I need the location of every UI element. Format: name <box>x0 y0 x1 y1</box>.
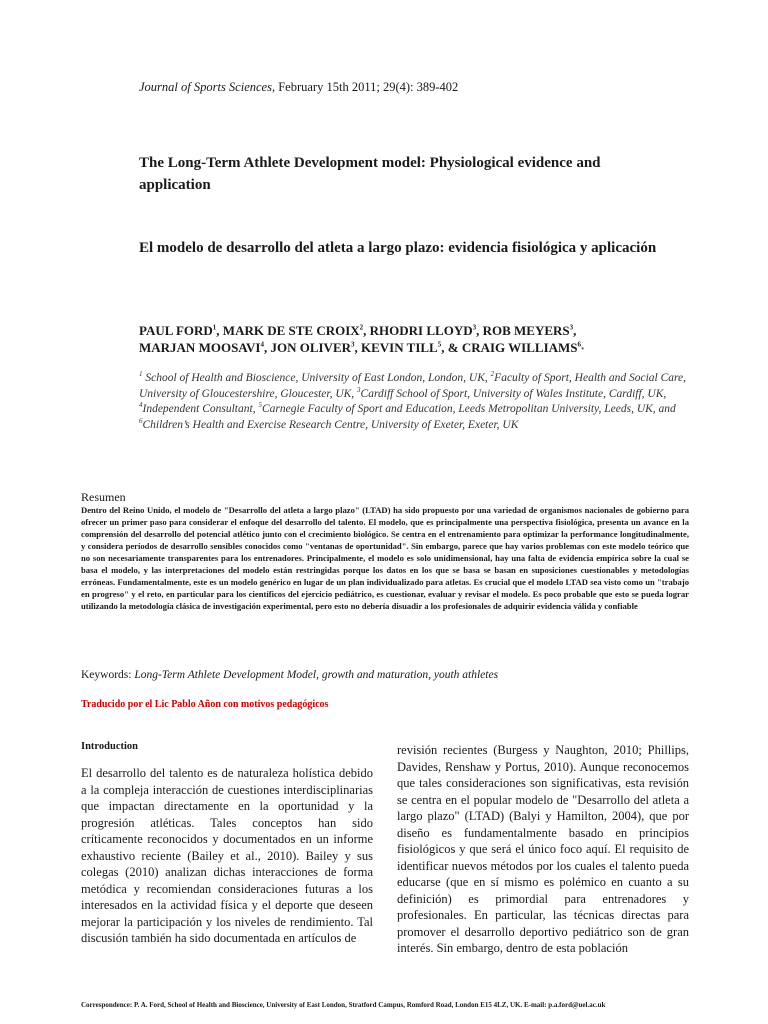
affil-marker: 6 <box>139 416 143 425</box>
author-name: JON OLIVER <box>270 340 352 355</box>
author-separator: , <box>216 323 223 338</box>
affiliations <box>139 371 687 433</box>
author-name: PAUL FORD <box>139 323 213 338</box>
affil-marker: 1 <box>139 370 143 379</box>
author-affil-marker: 3 <box>569 323 574 332</box>
author-list <box>139 322 659 359</box>
author-name: KEVIN TILL <box>361 340 438 355</box>
title-spanish: El modelo de desarrollo del atleta a largo plazo: evidencia fisiológica y aplicación <box>139 240 657 256</box>
author-separator: , <box>263 340 271 355</box>
author-separator: , <box>573 323 577 338</box>
author-separator: , <box>476 323 483 338</box>
introduction-left-column: El desarrollo del talento es de naturaleza holística debido a la compleja interacción de cuestiones interdisciplinarias que impactan directamente en la oportunidad y la progresión atléticas. Tales conceptos han sido críticamente reconocidos y documentados en un informe exhaustivo reciente (Bailey et al., 2010). Bailey y sus colegas (2010) analizan dichas interacciones de forma metódica y recomiendan consideraciones futuras a los interesados en la actividad física y el deporte que deseen mejorar la participación y los niveles de rendimiento. Tal discusión también ha sido documentada en artículos de <box>81 766 373 945</box>
author-affil-marker: 4 <box>260 340 264 349</box>
journal-citation <box>139 80 458 95</box>
abstract-heading: Resumen <box>81 490 126 504</box>
correspondence-footnote: Correspondence: P. A. Ford, School of Health and Bioscience, University of East London, Stratford Campus, Romford Road, London E15 4LZ, UK. E-mail: p.a.ford@uel.ac.uk <box>81 1001 606 1009</box>
author-line-1 <box>139 322 659 339</box>
keywords <box>81 669 689 681</box>
author-affil-marker: 3 <box>472 323 477 332</box>
author-name: MARJAN MOOSAVI <box>139 340 261 355</box>
affil-marker: 2 <box>490 370 495 379</box>
author-name: & CRAIG WILLIAMS <box>447 340 578 355</box>
affil-text: Carnegie Faculty of Sport and Education, Leeds Metropolitan University, Leeds, UK, and <box>261 403 676 415</box>
author-affil-marker: 1 <box>212 323 217 332</box>
affil-text: Independent Consultant, <box>142 403 259 415</box>
title-english: The Long-Term Athlete Development model: Physiological evidence and application <box>139 155 601 193</box>
author-affil-marker: 6 <box>577 340 582 349</box>
author-name: RHODRI LLOYD <box>369 323 473 338</box>
affil-text: School of Health and Bioscience, University of East London, London, UK, <box>142 372 491 384</box>
author-affil-marker: 2 <box>359 323 364 332</box>
author-separator: , <box>441 340 448 355</box>
journal-name: Journal of Sports Sciences, <box>139 80 276 94</box>
author-name: ROB MEYERS <box>482 323 570 338</box>
translator-note: Traducido por el Lic Pablo Añon con motivos pedagógicos <box>81 699 329 710</box>
author-affil-marker: 5 <box>437 340 442 349</box>
journal-details: February 15th 2011; 29(4): 389-402 <box>275 80 459 94</box>
affil-text: Cardiff School of Sport, University of Wales Institute, Cardiff, UK, <box>360 387 667 400</box>
author-separator: , <box>354 340 362 355</box>
keywords-text: Long-Term Athlete Development Model, growth and maturation, youth athletes <box>131 669 499 681</box>
author-separator: , <box>363 323 370 338</box>
affil-marker: 4 <box>139 401 143 410</box>
keywords-label: Keywords: <box>81 669 132 681</box>
author-affil-marker: 3 <box>351 340 355 349</box>
author-name: MARK DE STE CROIX <box>222 323 360 338</box>
affil-text: Faculty of Sport, Health and Social Care, University of Gloucestershire, Gloucester, UK, <box>139 372 687 400</box>
affil-marker: 5 <box>258 401 262 410</box>
introduction-heading: Introduction <box>81 741 138 752</box>
affil-text: Children’s Health and Exercise Research Centre, University of Exeter, Exeter, UK <box>142 418 519 431</box>
abstract-text: Dentro del Reino Unido, el modelo de "Desarrollo del atleta a largo plazo" (LTAD) ha sido propuesto por una variedad de organismos nacionales de gobierno para ofrecer un primer paso para considerar el enfoque del desarrollo del talento. El modelo, que es principalmente una perspectiva fisiológica, presenta un avance en la comprensión del desarrollo del potencial atlético junto con el crecimiento biológico. Se centra en el entrenamiento para optimizar la performance longitudinalmente, y considera períodos de desarrollo sensibles conocidos como "ventanas de oportunidad". Sin embargo, parece que hay varios problemas con este modelo teórico que no son necesariamente transparentes para los entrenadores. Principalmente, el modelo es solo unidimensional, hay una falta de evidencia empírica sobre la cual se basa el modelo, y las interpretaciones del modelo están restringidas porque los datos en los que se basa se basan en suposiciones cuestionables y metodologías erróneas. Fundamentalmente, este es un modelo genérico en lugar de un plan individualizado para atletas. Es crucial que el modelo LTAD sea visto como un "trabajo en progreso" y el reto, en particular para los científicos del ejercicio pediátrico, es cuestionar, evaluar y revisar el modelo. Es poco probable que esto se pueda lograr utilizando la metodología clásica de investigación experimental, pero esto no debería disuadir a los profesionales de adquirir evidencia válida y confiable <box>81 505 689 611</box>
affil-marker: 3 <box>357 385 361 394</box>
introduction-right-column: revisión recientes (Burgess y Naughton, 2010; Phillips, Davides, Renshaw y Portus, 2010). Aunque reconocemos que tales consideraciones son significativas, esta revisión se centra en el popular modelo de "Desarrollo del atleta a largo plazo" (LTAD) (Balyi y Hamilton, 2004), que por diseño es fundamentalmente basado en principios fisiológicos y que será el único foco aquí. El requisito de identificar nuevos métodos por los cuales el talento pueda educarse (que en sí mismo es polémico en cuanto a su definición) es primordial para entrenadores y profesionales. En particular, las técnicas directas para promover el desarrollo deportivo pediátrico son de gran interés. Sin embargo, dentro de esta población <box>397 743 689 955</box>
corresponding-author-marker: * <box>581 346 585 354</box>
author-line-2 <box>139 339 659 359</box>
